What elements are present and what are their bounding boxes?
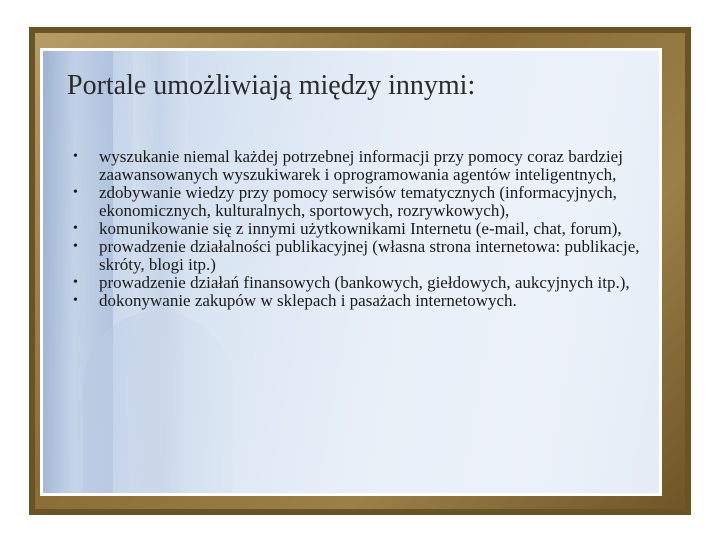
list-item: [70, 148, 650, 184]
list-item: [70, 220, 650, 238]
bullet-icon: •: [73, 149, 78, 164]
list-item-text: komunikowanie się z innymi użytkownikami Internetu (e-mail, chat, forum),: [99, 219, 622, 238]
list-item-text: prowadzenie działalności publikacyjnej (własna strona internetowa: publikacje, skróty, blogi itp.): [99, 237, 640, 274]
bullet-icon: •: [73, 293, 78, 308]
list-item: [70, 184, 650, 220]
list-item: [70, 238, 650, 274]
bullet-icon: •: [73, 185, 78, 200]
bullet-icon: •: [73, 221, 78, 236]
list-item-text: prowadzenie działań finansowych (bankowych, giełdowych, aukcyjnych itp.),: [99, 273, 630, 292]
slide-title: Portale umożliwiają między innymi:: [67, 70, 476, 101]
list-item: [70, 274, 650, 292]
list-item-text: dokonywanie zakupów w sklepach i pasażach internetowych.: [99, 291, 517, 310]
list-item-text: zdobywanie wiedzy przy pomocy serwisów tematycznych (informacyjnych, ekonomicznych, kulturalnych, sportowych, rozrywkowych),: [99, 183, 617, 220]
bullet-icon: •: [73, 239, 78, 254]
list-item-text: wyszukanie niemal każdej potrzebnej informacji przy pomocy coraz bardziej zaawansowanych wyszukiwarek i oprogramowania agentów inteligentnych,: [99, 147, 623, 184]
bullet-list: [70, 148, 650, 310]
background-arch: [83, 311, 233, 496]
bullet-icon: •: [73, 275, 78, 290]
list-item: [70, 292, 650, 310]
